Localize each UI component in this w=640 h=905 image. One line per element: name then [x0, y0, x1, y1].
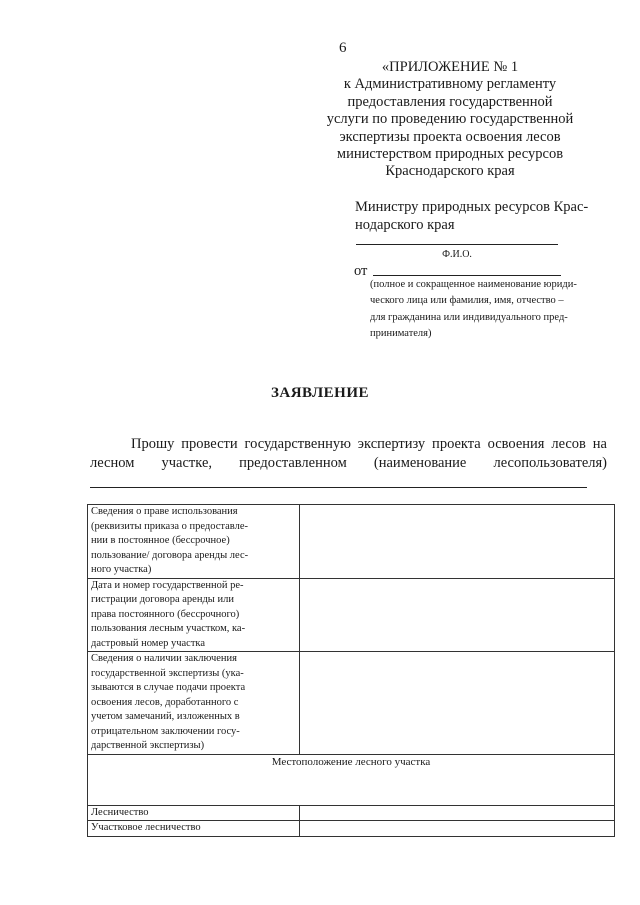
- applicant-caption-line: (полное и сокращенное наименование юриди-: [370, 279, 577, 290]
- label-line: Сведения о наличии заключения: [91, 653, 237, 664]
- document-title: ЗАЯВЛЕНИЕ: [270, 385, 370, 401]
- table-row: [88, 652, 615, 755]
- row-value-registration[interactable]: [300, 578, 615, 652]
- label-line: дастровый номер участка: [91, 637, 206, 649]
- fio-fill-line[interactable]: [356, 244, 558, 245]
- applicant-caption-line: принимателя): [370, 327, 432, 339]
- addressee-line: нодарского края: [355, 217, 455, 233]
- label-line: пользования лесным участком, ка-: [91, 623, 246, 634]
- label-line: зываются в случае подачи проекта: [91, 682, 246, 693]
- label-line: пользование/ договора аренды лес-: [91, 549, 249, 561]
- appendix-line: к Административному регламенту: [343, 76, 557, 93]
- request-text-line: Прошу провести государственную экспертизу проекта освоения лесов на: [131, 436, 607, 452]
- row-value-usage-rights[interactable]: [300, 505, 615, 579]
- label-line: ного участка): [91, 564, 152, 575]
- label-line: освоения лесов, доработанного с: [91, 696, 239, 708]
- location-header: Местоположение лесного участка: [88, 754, 615, 805]
- appendix-line: экспертизы проекта освоения лесов: [339, 128, 561, 145]
- label-line: гистрации договора аренды или: [91, 594, 234, 605]
- row-label-forestry: Лесничество: [88, 805, 300, 821]
- applicant-caption-line: для гражданина или индивидуального пред-: [370, 311, 568, 323]
- table-row: [88, 578, 615, 652]
- row-value-district-forestry[interactable]: [300, 821, 615, 837]
- label-line: права постоянного (бессрочного): [91, 608, 240, 620]
- row-label-expertise: [88, 652, 300, 755]
- applicant-fill-line[interactable]: [373, 275, 561, 276]
- table-row: [88, 505, 615, 579]
- row-value-forestry[interactable]: [300, 805, 615, 821]
- label-line: нии в постоянное (бессрочное): [91, 535, 230, 546]
- appendix-line: Краснодарского края: [385, 163, 515, 180]
- row-value-expertise[interactable]: [300, 652, 615, 755]
- appendix-line: предоставления государственной: [347, 93, 553, 110]
- label-line: Дата и номер государственной ре-: [91, 579, 244, 591]
- page-number: 6: [339, 40, 347, 56]
- row-label-district-forestry: Участковое лесничество: [88, 821, 300, 837]
- addressee-line: Министру природных ресурсов Крас-: [355, 199, 589, 215]
- label-line: учетом замечаний, изложенных в: [91, 711, 240, 722]
- from-label: от: [354, 263, 368, 279]
- table-row: [88, 805, 615, 821]
- table-row: [88, 821, 615, 837]
- appendix-line: министерством природных ресурсов: [336, 146, 564, 163]
- appendix-heading: [300, 59, 600, 181]
- appendix-line: услуги по проведению государственной: [326, 111, 574, 128]
- appendix-line: «ПРИЛОЖЕНИЕ № 1: [381, 59, 519, 75]
- label-line: дарственной экспертизы): [91, 740, 205, 751]
- label-line: отрицательном заключении госу-: [91, 725, 240, 737]
- label-line: Сведения о праве использования: [91, 506, 238, 517]
- row-label-registration: [88, 578, 300, 652]
- application-form-table: [87, 504, 615, 837]
- land-user-fill-line[interactable]: [90, 487, 587, 488]
- addressee-block: [355, 198, 605, 234]
- table-row: [88, 754, 615, 805]
- fio-caption: Ф.И.О.: [442, 249, 472, 260]
- request-text-line: лесном участке, предоставленном (наименование лесопользователя): [90, 455, 607, 471]
- applicant-caption: [370, 277, 610, 342]
- row-label-usage-rights: [88, 505, 300, 579]
- label-line: государственной экспертизы (ука-: [91, 667, 244, 679]
- applicant-caption-line: ческого лица или фамилия, имя, отчество –: [370, 295, 564, 307]
- label-line: (реквизиты приказа о предоставле-: [91, 520, 249, 532]
